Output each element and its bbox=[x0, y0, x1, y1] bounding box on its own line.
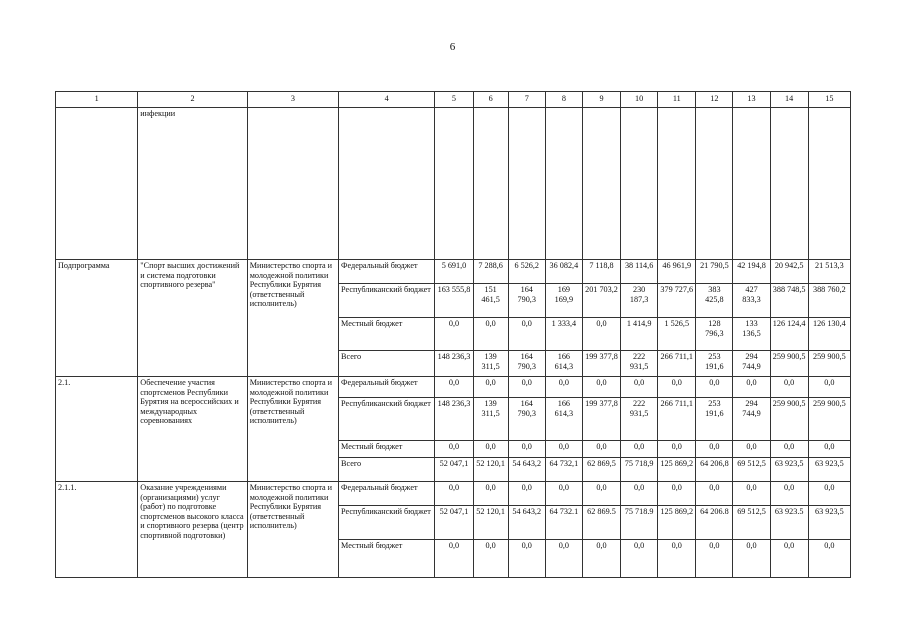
value-cell: 64 206,8 bbox=[696, 458, 733, 482]
value-cell: 0,0 bbox=[582, 540, 620, 578]
funding-source: Федеральный бюджет bbox=[339, 260, 435, 284]
header-cell: 13 bbox=[733, 92, 770, 108]
header-cell: 9 bbox=[582, 92, 620, 108]
value-cell: 259 900,5 bbox=[770, 351, 808, 377]
value-cell: 0,0 bbox=[808, 540, 850, 578]
value-cell: 0,0 bbox=[696, 441, 733, 458]
value-cell: 0,0 bbox=[508, 540, 545, 578]
header-row bbox=[56, 92, 851, 108]
header-cell: 5 bbox=[435, 92, 473, 108]
value-cell: 379 727,6 bbox=[658, 284, 696, 318]
value-cell: 164 790,3 bbox=[508, 351, 545, 377]
value-cell: 222 931,5 bbox=[621, 351, 658, 377]
value-cell: 0,0 bbox=[508, 377, 545, 398]
value-cell: 0,0 bbox=[545, 482, 582, 506]
value-cell: 7 118,8 bbox=[582, 260, 620, 284]
header-cell: 10 bbox=[621, 92, 658, 108]
funding-source: Местный бюджет bbox=[339, 540, 435, 578]
value-cell: 52 120,1 bbox=[473, 506, 508, 540]
value-cell: 0,0 bbox=[658, 441, 696, 458]
value-cell: 0,0 bbox=[582, 482, 620, 506]
value-cell: 0,0 bbox=[696, 482, 733, 506]
budget-row bbox=[56, 260, 851, 284]
value-cell: 166 614,3 bbox=[545, 351, 582, 377]
value-cell: 0,0 bbox=[658, 482, 696, 506]
value-cell: 63 923.5 bbox=[770, 506, 808, 540]
value-cell: 52 047,1 bbox=[435, 506, 473, 540]
value-cell: 230 187,3 bbox=[621, 284, 658, 318]
header-cell: 12 bbox=[696, 92, 733, 108]
value-cell: 139 311,5 bbox=[473, 398, 508, 441]
value-cell: 20 942,5 bbox=[770, 260, 808, 284]
value-cell: 166 614,3 bbox=[545, 398, 582, 441]
value-cell: 1 526,5 bbox=[658, 318, 696, 351]
value-cell: 0,0 bbox=[733, 377, 770, 398]
empty-cell bbox=[473, 108, 508, 260]
value-cell: 0,0 bbox=[508, 318, 545, 351]
value-cell: 64 206.8 bbox=[696, 506, 733, 540]
row-col1: 2.1. bbox=[56, 377, 138, 482]
value-cell: 0,0 bbox=[770, 377, 808, 398]
empty-cell bbox=[247, 108, 338, 260]
value-cell: 5 691,0 bbox=[435, 260, 473, 284]
value-cell: 42 194,8 bbox=[733, 260, 770, 284]
value-cell: 0,0 bbox=[508, 482, 545, 506]
value-cell: 64 732.1 bbox=[545, 506, 582, 540]
funding-source: Всего bbox=[339, 351, 435, 377]
value-cell: 0,0 bbox=[582, 441, 620, 458]
value-cell: 0,0 bbox=[808, 441, 850, 458]
value-cell: 0,0 bbox=[508, 441, 545, 458]
value-cell: 64 732,1 bbox=[545, 458, 582, 482]
budget-row bbox=[56, 377, 851, 398]
value-cell: 0,0 bbox=[733, 441, 770, 458]
value-cell: 0,0 bbox=[733, 540, 770, 578]
value-cell: 21 790,5 bbox=[696, 260, 733, 284]
value-cell: 52 047,1 bbox=[435, 458, 473, 482]
value-cell: 128 796,3 bbox=[696, 318, 733, 351]
value-cell: 222 931,5 bbox=[621, 398, 658, 441]
value-cell: 69 512,5 bbox=[733, 458, 770, 482]
value-cell: 148 236,3 bbox=[435, 351, 473, 377]
header-cell: 8 bbox=[545, 92, 582, 108]
value-cell: 0,0 bbox=[582, 377, 620, 398]
value-cell: 75 718.9 bbox=[621, 506, 658, 540]
value-cell: 0,0 bbox=[435, 540, 473, 578]
value-cell: 0,0 bbox=[435, 377, 473, 398]
value-cell: 139 311,5 bbox=[473, 351, 508, 377]
budget-table bbox=[55, 91, 851, 578]
value-cell: 0,0 bbox=[435, 441, 473, 458]
value-cell: 126 130,4 bbox=[808, 318, 850, 351]
value-cell: 253 191,6 bbox=[696, 398, 733, 441]
header-cell: 15 bbox=[808, 92, 850, 108]
continuation-row bbox=[56, 108, 851, 260]
value-cell: 0,0 bbox=[473, 482, 508, 506]
value-cell: 148 236,3 bbox=[435, 398, 473, 441]
value-cell: 0,0 bbox=[770, 441, 808, 458]
funding-source: Федеральный бюджет bbox=[339, 482, 435, 506]
value-cell: 1 333,4 bbox=[545, 318, 582, 351]
value-cell: 54 643,2 bbox=[508, 506, 545, 540]
value-cell: 0,0 bbox=[696, 377, 733, 398]
header-cell: 1 bbox=[56, 92, 138, 108]
row-col3: Министерство спорта и молодежной политики Республики Бурятия (ответственный исполнитель) bbox=[247, 260, 338, 377]
value-cell: 63 923,5 bbox=[808, 458, 850, 482]
value-cell: 151 461,5 bbox=[473, 284, 508, 318]
value-cell: 75 718,9 bbox=[621, 458, 658, 482]
header-cell: 14 bbox=[770, 92, 808, 108]
value-cell: 0,0 bbox=[621, 482, 658, 506]
row-col2: Оказание учреждениями (организациями) услуг (работ) по подготовке спортсменов высокого класса и спортивного резерва (центр спортивной подготовки) bbox=[138, 482, 247, 578]
value-cell: 63 923,5 bbox=[770, 458, 808, 482]
value-cell: 0,0 bbox=[545, 540, 582, 578]
value-cell: 427 833,3 bbox=[733, 284, 770, 318]
value-cell: 0,0 bbox=[621, 377, 658, 398]
continuation-text: инфекции bbox=[138, 108, 247, 260]
empty-cell bbox=[621, 108, 658, 260]
value-cell: 0,0 bbox=[545, 441, 582, 458]
budget-row bbox=[56, 482, 851, 506]
funding-source: Местный бюджет bbox=[339, 318, 435, 351]
row-col1: Подпрограмма bbox=[56, 260, 138, 377]
funding-source: Местный бюджет bbox=[339, 441, 435, 458]
value-cell: 388 760,2 bbox=[808, 284, 850, 318]
value-cell: 0,0 bbox=[696, 540, 733, 578]
value-cell: 294 744,9 bbox=[733, 351, 770, 377]
value-cell: 169 169,9 bbox=[545, 284, 582, 318]
empty-cell bbox=[435, 108, 473, 260]
funding-source: Республиканский бюджет bbox=[339, 398, 435, 441]
value-cell: 0,0 bbox=[770, 540, 808, 578]
empty-cell bbox=[56, 108, 138, 260]
header-cell: 7 bbox=[508, 92, 545, 108]
empty-cell bbox=[658, 108, 696, 260]
value-cell: 259 900,5 bbox=[808, 351, 850, 377]
value-cell: 253 191,6 bbox=[696, 351, 733, 377]
value-cell: 266 711,1 bbox=[658, 398, 696, 441]
value-cell: 52 120,1 bbox=[473, 458, 508, 482]
funding-source: Всего bbox=[339, 458, 435, 482]
value-cell: 0,0 bbox=[733, 482, 770, 506]
value-cell: 0,0 bbox=[473, 318, 508, 351]
row-col2: Обеспечение участия спортсменов Республики Бурятия на всероссийских и международных соревнованиях bbox=[138, 377, 247, 482]
empty-cell bbox=[339, 108, 435, 260]
header-cell: 4 bbox=[339, 92, 435, 108]
value-cell: 259 900,5 bbox=[808, 398, 850, 441]
empty-cell bbox=[808, 108, 850, 260]
value-cell: 0,0 bbox=[808, 482, 850, 506]
empty-cell bbox=[582, 108, 620, 260]
value-cell: 294 744,9 bbox=[733, 398, 770, 441]
value-cell: 0,0 bbox=[770, 482, 808, 506]
value-cell: 63 923,5 bbox=[808, 506, 850, 540]
value-cell: 0,0 bbox=[621, 540, 658, 578]
value-cell: 0,0 bbox=[435, 318, 473, 351]
row-col3: Министерство спорта и молодежной политики Республики Бурятия (ответственный исполнитель) bbox=[247, 377, 338, 482]
empty-cell bbox=[696, 108, 733, 260]
value-cell: 259 900,5 bbox=[770, 398, 808, 441]
value-cell: 38 114,6 bbox=[621, 260, 658, 284]
value-cell: 0,0 bbox=[435, 482, 473, 506]
empty-cell bbox=[545, 108, 582, 260]
empty-cell bbox=[508, 108, 545, 260]
value-cell: 54 643,2 bbox=[508, 458, 545, 482]
value-cell: 125 869,2 bbox=[658, 506, 696, 540]
value-cell: 62 869.5 bbox=[582, 506, 620, 540]
value-cell: 125 869,2 bbox=[658, 458, 696, 482]
value-cell: 163 555,8 bbox=[435, 284, 473, 318]
value-cell: 0,0 bbox=[473, 441, 508, 458]
funding-source: Федеральный бюджет bbox=[339, 377, 435, 398]
value-cell: 46 961,9 bbox=[658, 260, 696, 284]
value-cell: 0,0 bbox=[545, 377, 582, 398]
funding-source: Республиканский бюджет bbox=[339, 284, 435, 318]
value-cell: 0,0 bbox=[582, 318, 620, 351]
value-cell: 133 136,5 bbox=[733, 318, 770, 351]
empty-cell bbox=[733, 108, 770, 260]
page-number: 6 bbox=[449, 41, 456, 53]
value-cell: 126 124,4 bbox=[770, 318, 808, 351]
value-cell: 199 377,8 bbox=[582, 398, 620, 441]
value-cell: 199 377,8 bbox=[582, 351, 620, 377]
header-cell: 2 bbox=[138, 92, 247, 108]
header-cell: 3 bbox=[247, 92, 338, 108]
value-cell: 266 711,1 bbox=[658, 351, 696, 377]
row-col2: "Спорт высших достижений и система подготовки спортивного резерва" bbox=[138, 260, 247, 377]
value-cell: 164 790,3 bbox=[508, 284, 545, 318]
value-cell: 383 425,8 bbox=[696, 284, 733, 318]
value-cell: 0,0 bbox=[658, 377, 696, 398]
value-cell: 201 703,2 bbox=[582, 284, 620, 318]
empty-cell bbox=[770, 108, 808, 260]
funding-source: Республиканский бюджет bbox=[339, 506, 435, 540]
value-cell: 0,0 bbox=[473, 377, 508, 398]
value-cell: 164 790,3 bbox=[508, 398, 545, 441]
value-cell: 69 512,5 bbox=[733, 506, 770, 540]
value-cell: 21 513,3 bbox=[808, 260, 850, 284]
row-col1: 2.1.1. bbox=[56, 482, 138, 578]
header-cell: 6 bbox=[473, 92, 508, 108]
row-col3: Министерство спорта и молодежной политики Республики Бурятия (ответственный исполнитель) bbox=[247, 482, 338, 578]
value-cell: 6 526,2 bbox=[508, 260, 545, 284]
value-cell: 0,0 bbox=[473, 540, 508, 578]
value-cell: 36 082,4 bbox=[545, 260, 582, 284]
header-cell: 11 bbox=[658, 92, 696, 108]
value-cell: 1 414,9 bbox=[621, 318, 658, 351]
value-cell: 0,0 bbox=[658, 540, 696, 578]
value-cell: 0,0 bbox=[621, 441, 658, 458]
value-cell: 388 748,5 bbox=[770, 284, 808, 318]
value-cell: 62 869,5 bbox=[582, 458, 620, 482]
value-cell: 7 288,6 bbox=[473, 260, 508, 284]
value-cell: 0,0 bbox=[808, 377, 850, 398]
